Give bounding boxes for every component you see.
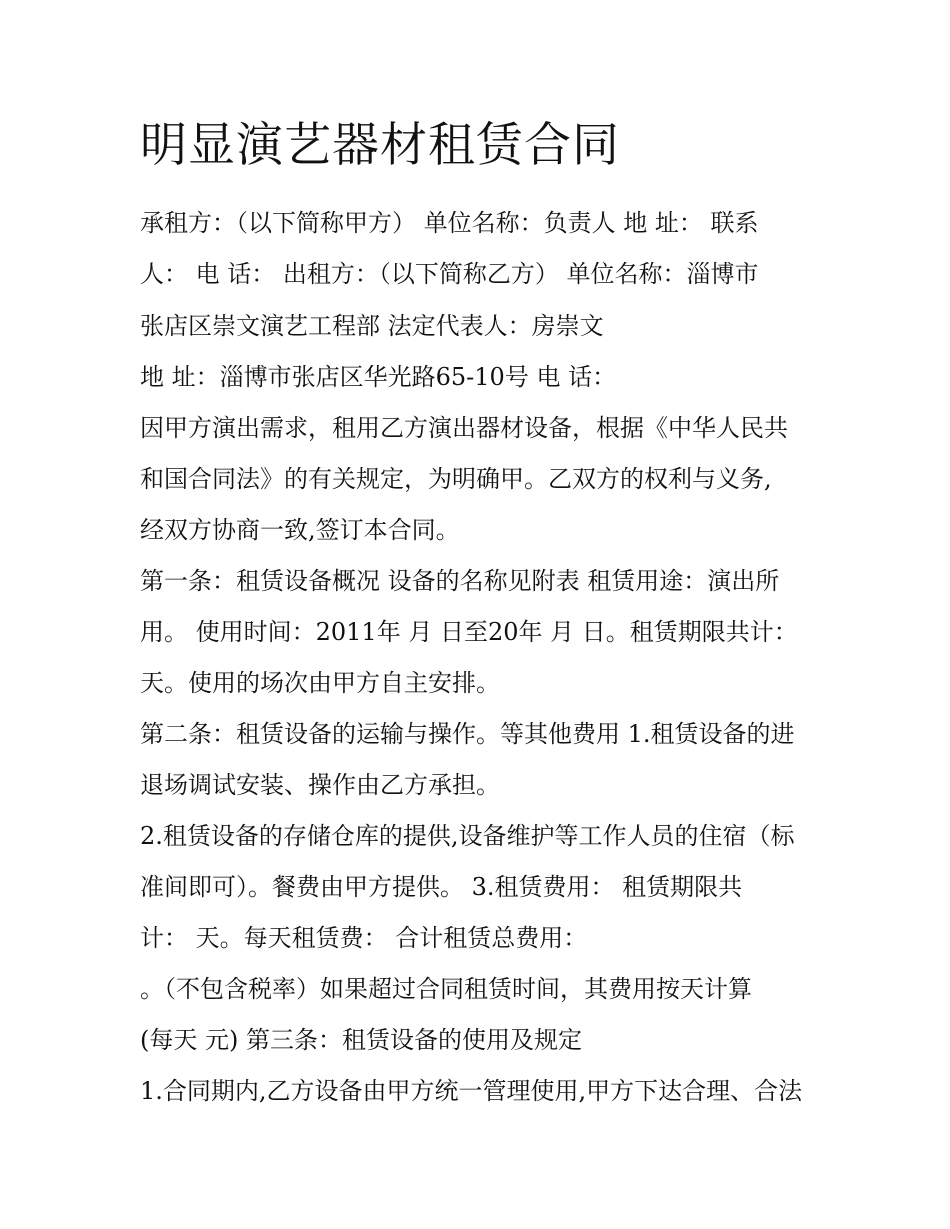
body-line: (每天 元) 第三条：租赁设备的使用及规定: [140, 1026, 582, 1054]
body-line: 因甲方演出需求，租用乙方演出器材设备，根据《中华人民共: [140, 414, 788, 442]
body-line: 准间即可）。餐费由甲方提供。 3.租赁费用： 租赁期限共: [140, 873, 743, 901]
body-line: 承租方：（以下简称甲方） 单位名称：负责人 地 址： 联系: [140, 209, 759, 237]
body-line: 退场调试安装、操作由乙方承担。: [140, 771, 500, 799]
body-line: 人： 电 话： 出租方：（以下简称乙方） 单位名称：淄博市: [140, 260, 759, 288]
body-line: 张店区崇文演艺工程部 法定代表人：房崇文: [140, 312, 604, 340]
body-line: 地 址：淄博市张店区华光路65-10号 电 话：: [140, 363, 617, 391]
body-line: 计： 天。每天租赁费： 合计租赁总费用：: [140, 924, 588, 952]
body-line: 经双方协商一致,签订本合同。: [140, 516, 460, 544]
body-line: 第一条：租赁设备概况 设备的名称见附表 租赁用途：演出所: [140, 567, 780, 595]
body-line: 第二条：租赁设备的运输与操作。等其他费用 1.租赁设备的进: [140, 720, 795, 748]
document-title: 明显演艺器材租赁合同: [140, 118, 620, 173]
body-line: 天。使用的场次由甲方自主安排。: [140, 669, 500, 697]
body-line: 和国合同法》的有关规定，为明确甲。乙双方的权利与义务,: [140, 465, 772, 493]
body-line: 用。 使用时间：2011年 月 日至20年 月 日。租赁期限共计：: [140, 618, 798, 646]
body-line: 1.合同期内,乙方设备由甲方统一管理使用,甲方下达合理、合法: [140, 1077, 803, 1105]
body-line: 2.租赁设备的存储仓库的提供,设备维护等工作人员的住宿（标: [140, 822, 795, 850]
body-line: 。（不包含税率）如果超过合同租赁时间，其费用按天计算: [140, 975, 752, 1003]
